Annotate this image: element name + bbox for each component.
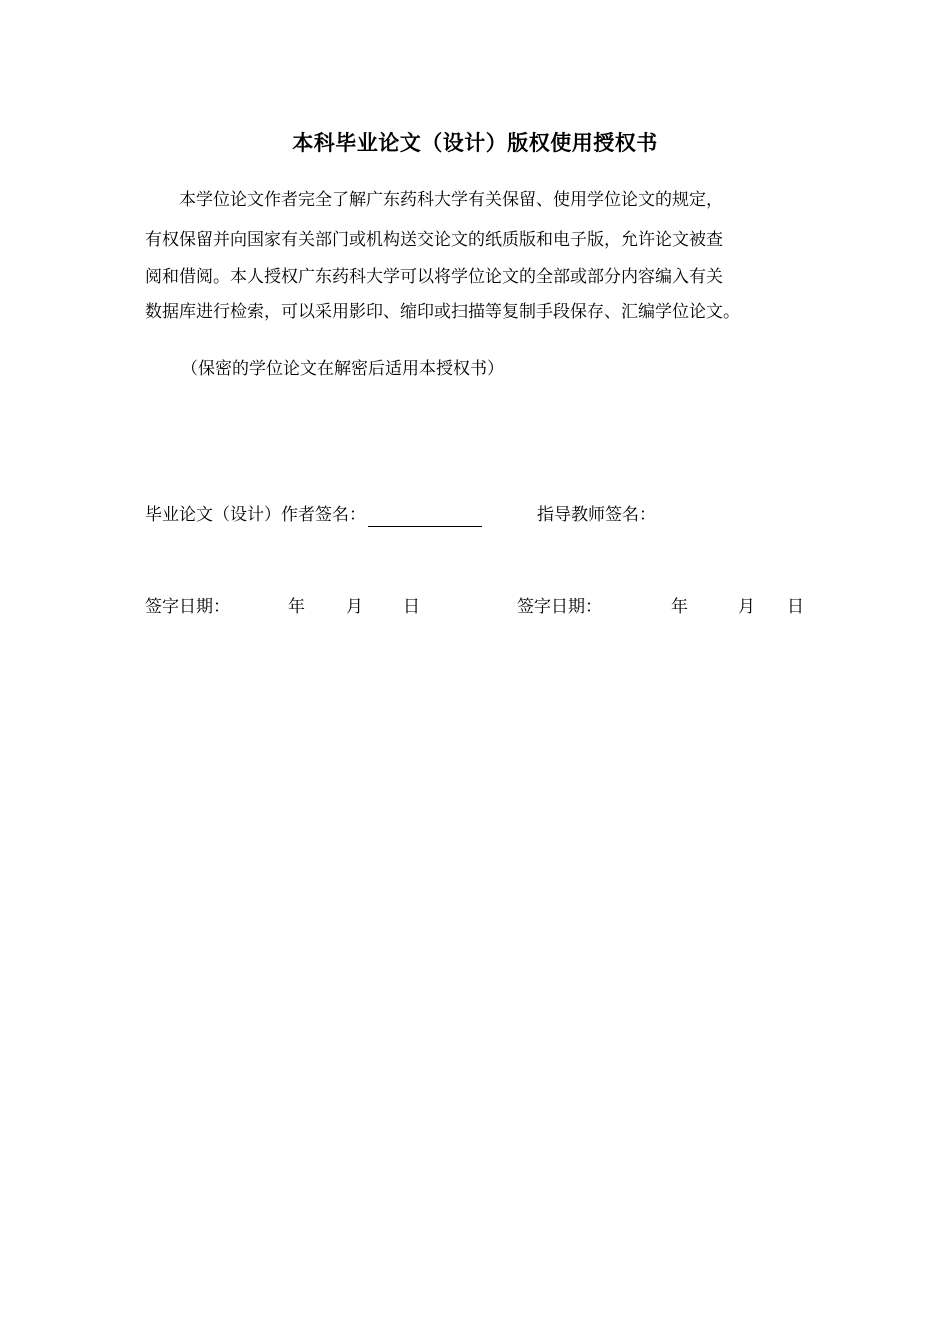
author-date-label: 签字日期： — [145, 597, 230, 617]
confidentiality-note: （保密的学位论文在解密后适用本授权书） — [181, 359, 504, 379]
document-title: 本科毕业论文（设计）版权使用授权书 — [292, 131, 658, 155]
author-date-year: 年 — [288, 597, 305, 617]
supervisor-signature-label: 指导教师签名： — [537, 505, 656, 525]
author-date-month: 月 — [346, 597, 363, 617]
author-signature-label: 毕业论文（设计）作者签名： — [145, 505, 366, 525]
author-date-day: 日 — [403, 597, 420, 617]
paragraph-line: 有权保留并向国家有关部门或机构送交论文的纸质版和电子版，允许论文被查 — [145, 230, 723, 250]
supervisor-date-month: 月 — [738, 597, 755, 617]
paragraph-line: 本学位论文作者完全了解广东药科大学有关保留、使用学位论文的规定， — [145, 190, 723, 210]
author-signature-row — [145, 503, 482, 527]
supervisor-date-label: 签字日期： — [517, 597, 602, 617]
author-signature-line — [368, 508, 482, 527]
supervisor-date-year: 年 — [671, 597, 688, 617]
paragraph-line: 阅和借阅。本人授权广东药科大学可以将学位论文的全部或部分内容编入有关 — [145, 267, 723, 287]
supervisor-date-day: 日 — [787, 597, 804, 617]
paragraph-line: 数据库进行检索，可以采用影印、缩印或扫描等复制手段保存、汇编学位论文。 — [145, 302, 740, 322]
